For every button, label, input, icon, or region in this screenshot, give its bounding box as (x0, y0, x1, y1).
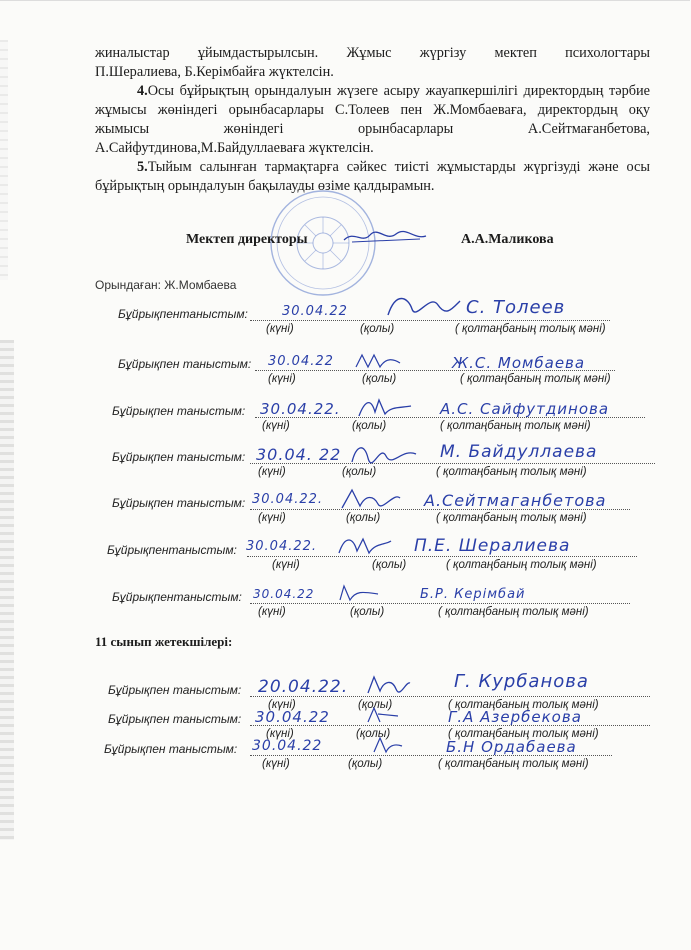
caption-signature: (қолы) (360, 323, 395, 335)
acknowledgement-label: Бұйрықпен таныстым: (112, 496, 246, 510)
acknowledgement-row (0, 354, 691, 397)
handwritten-date: 30.04.22 (255, 708, 330, 726)
acknowledgement-row (0, 491, 691, 536)
caption-signature: (қолы) (362, 373, 397, 385)
signature-icon (352, 349, 412, 371)
caption-full-name: ( қолтаңбаның толық мәні) (446, 559, 597, 571)
caption-full-name: ( қолтаңбаның толық мәні) (436, 512, 587, 524)
caption-full-name: ( қолтаңбаның толық мәні) (438, 606, 589, 618)
handwritten-name: А.Сейтмаганбетова (424, 491, 607, 510)
acknowledgement-row (0, 536, 691, 583)
acknowledgement-row (0, 587, 691, 630)
caption-day: (күні) (262, 420, 290, 432)
caption-day: (күні) (258, 512, 286, 524)
acknowledgement-label: Бұйрықпентаныстым: (107, 543, 237, 557)
caption-signature: (қолы) (358, 699, 393, 711)
handwritten-name: Г. Курбанова (454, 671, 589, 692)
caption-day: (күні) (268, 373, 296, 385)
handwritten-date: 30.04.22. (260, 400, 341, 418)
caption-signature: (қолы) (346, 512, 381, 524)
caption-signature: (қолы) (356, 728, 391, 740)
paragraph-line: П.Шералиева, Б.Керімбайға жүктелсін. (95, 64, 334, 80)
acknowledgement-row (0, 738, 691, 782)
handwritten-date: 30.04.22. (246, 539, 318, 554)
handwritten-name: Г.А Азербекова (448, 708, 582, 726)
scan-artifact (0, 40, 8, 280)
caption-day: (күні) (262, 758, 290, 770)
acknowledgement-label: Бұйрықпентаныстым: (112, 590, 242, 604)
acknowledgement-label: Бұйрықпен таныстым: (108, 683, 242, 697)
handwritten-date: 20.04.22. (258, 677, 349, 697)
performer-note: Орындаған: Ж.Момбаева (95, 278, 237, 292)
paragraph-text: Тыйым салынған тармақтарға сәйкес тиісті жұмыстарды жүргізуді және осы бұйрықтың орындалуын бақылауды өзіме қалдырамын. (95, 159, 650, 194)
acknowledgement-label: Бұйрықпен таныстым: (104, 742, 238, 756)
caption-signature: (қолы) (372, 559, 407, 571)
caption-full-name: ( қолтаңбаның толық мәні) (448, 728, 599, 740)
handwritten-date: 30.04.22 (282, 304, 348, 319)
director-title: Мектеп директоры (186, 232, 308, 247)
class-teachers-heading: 11 сынып жетекшілері: (95, 634, 233, 649)
signature-icon (335, 531, 395, 559)
handwritten-name: П.Е. Шералиева (414, 536, 571, 556)
caption-day: (күні) (272, 559, 300, 571)
caption-day: (күні) (258, 466, 286, 478)
caption-signature: (қолы) (352, 420, 387, 432)
handwritten-name: А.С. Сайфутдинова (440, 400, 610, 418)
acknowledgement-label: Бұйрықпен таныстым: (108, 712, 242, 726)
caption-day: (күні) (266, 323, 294, 335)
caption-day: (күні) (268, 699, 296, 711)
signature-icon (382, 287, 462, 321)
signature-line (250, 603, 630, 604)
paragraph-number: 5. (137, 159, 148, 175)
handwritten-name: Б.Н Ордабаева (446, 738, 577, 756)
handwritten-name: С. Толеев (466, 297, 566, 318)
caption-day: (күні) (258, 606, 286, 618)
caption-signature: (қолы) (342, 466, 377, 478)
signature-icon (364, 671, 414, 697)
handwritten-date: 30.04.22 (268, 354, 334, 369)
signature-icon (364, 704, 404, 726)
signature-line (247, 556, 637, 557)
handwritten-name: Б.Р. Керімбай (420, 587, 526, 602)
handwritten-date: 30.04.22 (252, 738, 323, 754)
caption-day: (күні) (266, 728, 294, 740)
caption-signature: (қолы) (350, 606, 385, 618)
caption-signature: (қолы) (348, 758, 383, 770)
director-name: А.А.Маликова (461, 232, 554, 247)
signature-icon (338, 484, 404, 512)
handwritten-date: 30.04.22. (252, 492, 324, 507)
acknowledgement-label: Бұйрықпен таныстым: (118, 357, 252, 371)
handwritten-name: Ж.С. Момбаева (452, 354, 586, 372)
acknowledgement-row (0, 297, 691, 347)
signature-icon (355, 394, 415, 420)
signature-icon (348, 438, 420, 466)
paragraph-4 (95, 82, 650, 158)
paragraph-text: Осы бұйрықтың орындалуын жүзеге асыру жауапкершілігі директордың тәрбие жұмысы жөніндегі орынбасарлары С.Толеев пен Ж.Момбаеваға, директордың оқу жымысы жөніндегі орынбасарлары А.Сейтмағанбетова, А.Сайфутдинова,М.Байдуллаеваға жүктелсін. (95, 83, 650, 156)
paragraph-continuation (95, 44, 650, 82)
caption-full-name: ( қолтаңбаның толық мәні) (436, 466, 587, 478)
paragraph-line: жиналыстар ұйымдастырылсын. Жұмыс жүргізу мектеп психологтары (95, 45, 650, 61)
acknowledgement-label: Бұйрықпен таныстым: (112, 450, 246, 464)
signature-icon (336, 582, 382, 604)
caption-full-name: ( қолтаңбаның толық мәні) (455, 323, 606, 335)
paragraph-number: 4. (137, 83, 148, 99)
signature-icon (370, 734, 406, 756)
director-signature-icon (340, 226, 430, 248)
handwritten-date: 30.04.22 (253, 587, 315, 601)
caption-full-name: ( қолтаңбаның толық мәні) (440, 420, 591, 432)
caption-full-name: ( қолтаңбаның толық мәні) (448, 699, 599, 711)
handwritten-date: 30.04. 22 (256, 445, 342, 464)
acknowledgement-label: Бұйрықпентаныстым: (118, 307, 248, 321)
handwritten-name: М. Байдуллаева (440, 442, 598, 462)
caption-full-name: ( қолтаңбаның толық мәні) (438, 758, 589, 770)
acknowledgement-row (0, 400, 691, 444)
fold-line (0, 0, 690, 1)
acknowledgement-label: Бұйрықпен таныстым: (112, 404, 246, 418)
caption-full-name: ( қолтаңбаның толық мәні) (460, 373, 611, 385)
